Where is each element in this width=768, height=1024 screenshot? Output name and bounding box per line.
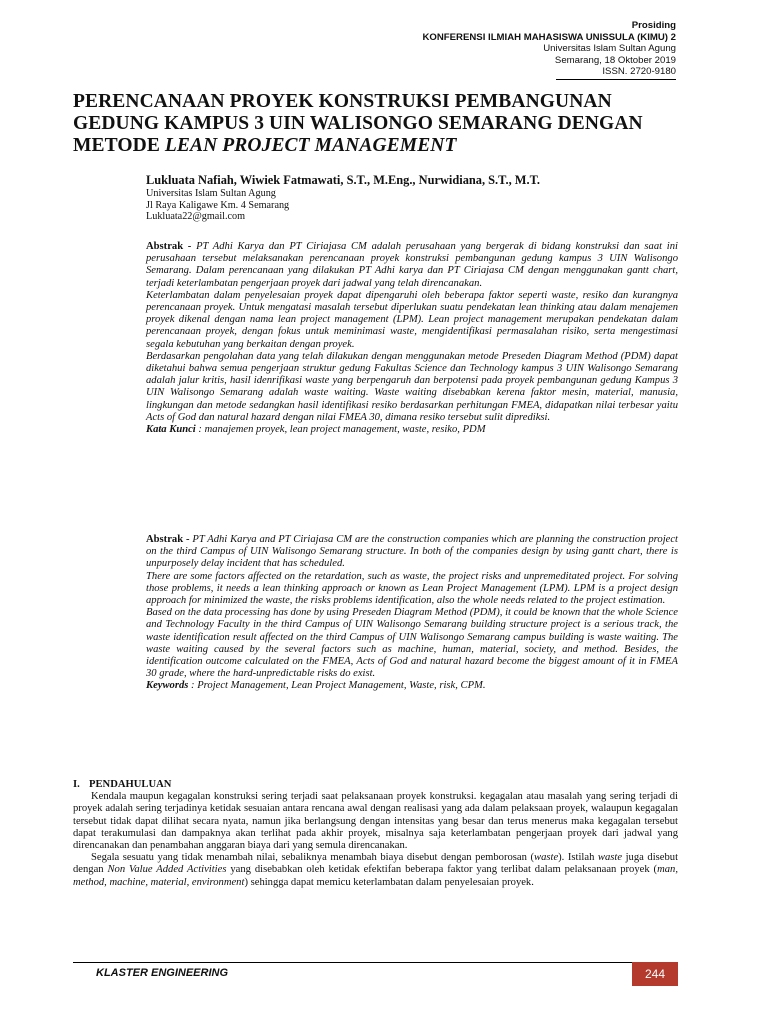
abstract-id-p1 <box>146 241 678 290</box>
abstract-en-keywords <box>146 680 678 692</box>
header-issn: ISSN. 2720-9180 <box>602 66 676 78</box>
intro-p2-waste-term-1: waste <box>534 852 559 864</box>
page-header <box>256 20 676 80</box>
header-university: Universitas Islam Sultan Agung <box>543 43 676 55</box>
abstract-id-p1-text: PT Adhi Karya dan PT Ciriajasa CM adalah perusahaan yang bergerak di bidang konstruksi dan saat ini perusahaan tersebut melaksanakan perencanaan proyek konstruksi pembangunan gedung kampus 3 UIN Walisongo Semarang. Dalam perencanaan yang dilakukan PT Adhi karya dan PT Ciriajasa CM dengan menggunakan gantt chart, terjadi keterlambatan pengerjaan proyek dari jadwal yang telah direncanakan. <box>146 241 678 289</box>
authors: Lukluata Nafiah, Wiwiek Fatmawati, S.T., M.Eng., Nurwidiana, S.T., M.T. <box>146 173 541 187</box>
affiliation-address: Jl Raya Kaligawe Km. 4 Semarang <box>146 199 290 211</box>
intro-p2-part-c: juga disebut dengan <box>73 852 679 876</box>
affiliation <box>146 188 546 223</box>
footer-cluster-label: KLASTER ENGINEERING <box>96 967 229 979</box>
header-prosiding: Prosiding <box>631 20 676 31</box>
abstract-id-keywords <box>146 424 678 436</box>
abstract-en-p1 <box>146 534 678 571</box>
title-line-3 <box>73 135 693 157</box>
abstract-id-p2: Keterlambatan dalam penyelesaian proyek dapat dipengaruhi oleh beberapa faktor seperti waste, resiko dan kurangnya perencanaan proyek. Untuk mengatasi masalah tersebut diperlukan suatu pendekatan lean thinking atau dalam menajemen proyek dikenal dengan nama lean project management (LPM). Lean project management merupakan pendekatan dalam perencanaan proyek, dengan fokus untuk meminimasi waste, mengidentifikasi permasalahan risiko, serta mengestimasi segala kebutuhan yang berkaitan dengan proyek. <box>146 289 678 350</box>
abstract-en-p3: Based on the data processing has done by using Preseden Diagram Method (PDM), it could be known that the whole Science and Technology Faculty in the third Campus of UIN Walisongo Semarang building structure project is a serious track, the waste identification result affected on the third Campus of UIN Walisongo Semarang campus building is waste waiting. The waste waiting caused by the several factors such as machine, human, material, society, and method. Besides, the identification outcome calculated on the FMEA, Acts of God and natural hazard become the biggest amount of it in FMEA 30 grade, where the hard-unpredictable risks do exist. <box>146 607 678 680</box>
introduction-heading-number: I. <box>73 779 80 790</box>
title-line-2: GEDUNG KAMPUS 3 UIN WALISONGO SEMARANG DENGAN <box>73 113 643 134</box>
introduction-heading <box>73 779 678 791</box>
introduction-p1: Kendala maupun kegagalan konstruksi sering terjadi saat pelaksanaan proyek konstruksi. kegagalan atau masalah yang sering terjadi di proyek adalah sering terjadinya ketidak sesuaian antara rencana awal dengan realisasi yang ada dalam pelaksaan proyek, walaupun kegagalan tersebut tidak dapat dilihat secara nyata, namun jika berlangsung dengan intensitas yang besar dan terus menerus maka kegagalan tersebut dapat terakumulasi dan dampaknya akan terlihat pada akhir proyek, misalnya saja keterlambatan pengerjaan proyek dari jadwal yang direncanakan dan penambahan anggaran biaya dari yang semula direncanakan. <box>73 791 678 852</box>
intro-p2-part-a: Segala sesuatu yang tidak menambah nilai, sebaliknya menambah biaya disebut dengan pemborosan ( <box>91 852 535 864</box>
intro-p2-part-e: ) sehingga dapat memicu keterlambatan dalam penyelesaian proyek. <box>244 876 534 888</box>
page-number-badge: 244 <box>632 962 678 986</box>
header-rule <box>556 79 676 80</box>
abstract-en-label: Abstrak - <box>146 534 193 545</box>
intro-p2-waste-term-2: waste <box>597 852 623 864</box>
introduction-heading-text: PENDAHULUAN <box>89 779 172 790</box>
header-place-date: Semarang, 18 Oktober 2019 <box>554 54 676 66</box>
abstract-en-p2: There are some factors affected on the retardation, such as waste, the project risks and unpremeditated project. For solving those problems, it needs a lean thinking approach or known as Lean Project Management (LPM). LPM is a project design approach for minimized the waste, the risks problems identification, also the whole needs related to the project estimation. <box>146 570 678 607</box>
affiliation-email: Lukluata22@gmail.com <box>146 211 246 223</box>
title-line-3-prefix: METODE <box>73 135 165 156</box>
title-line-1: PERENCANAAN PROYEK KONSTRUKSI PEMBANGUNAN <box>73 91 612 112</box>
affiliation-institution: Universitas Islam Sultan Agung <box>146 188 276 199</box>
abstract-en-keywords-text: : Project Management, Lean Project Management, Waste, risk, CPM. <box>188 680 486 692</box>
intro-p2-nva-term: Non Value Added Activities <box>107 864 227 876</box>
abstract-en-keywords-label: Keywords <box>146 680 189 692</box>
intro-p2-factors: man, method, machine, material, environment <box>73 864 678 888</box>
abstract-id-keywords-label: Kata Kunci <box>146 424 196 436</box>
paper-title <box>73 91 693 157</box>
header-conference: KONFERENSI ILMIAH MAHASISWA UNISSULA (KIMU) 2 <box>422 31 676 43</box>
abstract-en-p1-text: PT Adhi Karya and PT Ciriajasa CM are the construction companies which are planning the construction project on the third Campus of UIN Walisongo Semarang structure. In both of the companies design by using gantt chart, there is unpurposely delay incident that has scheduled. <box>146 534 678 570</box>
intro-p2-part-d: yang disebabkan oleh ketidak efektifan beberapa faktor yang terlibat dalam pelaksanaan proyek ( <box>226 864 658 876</box>
title-line-3-italic: LEAN PROJECT MANAGEMENT <box>164 135 457 156</box>
footer-rule <box>73 962 678 963</box>
abstract-id-p3: Berdasarkan pengolahan data yang telah dilakukan dengan menggunakan metode Preseden Diagram Method (PDM) dapat diketahui bahwa semua pengerjaan struktur gedung Fakultas Science dan Technology kampus 3 UIN Walisongo Semarang adalah jalur kritis, hasil idenrifikasi waste yang berpengaruh dan berpotensi pada proyek pembangunan gedung Kampus 3 UIN Walisongo Semarang adalah waste waiting. Waste waiting disebabkan kerena faktor mesin, material, manusia, lingkungan dan metode sedangkan hasil identifikasi resiko berdasarkan perhitungan FMEA, didapatkan nilai terbesar yaitu Acts of God dan natural hazard dengan nilai FMEA 30, dimana resiko tersebut sulit diprediksi. <box>146 350 678 423</box>
abstract-indonesian <box>146 241 678 436</box>
introduction-section <box>73 779 678 889</box>
abstract-id-label: Abstrak - <box>146 241 197 252</box>
abstract-id-keywords-text: : manajemen proyek, lean project management, waste, resiko, PDM <box>195 424 486 436</box>
introduction-p2 <box>73 852 678 889</box>
intro-p2-part-b: ). Istilah <box>558 852 598 864</box>
abstract-english <box>146 534 678 693</box>
